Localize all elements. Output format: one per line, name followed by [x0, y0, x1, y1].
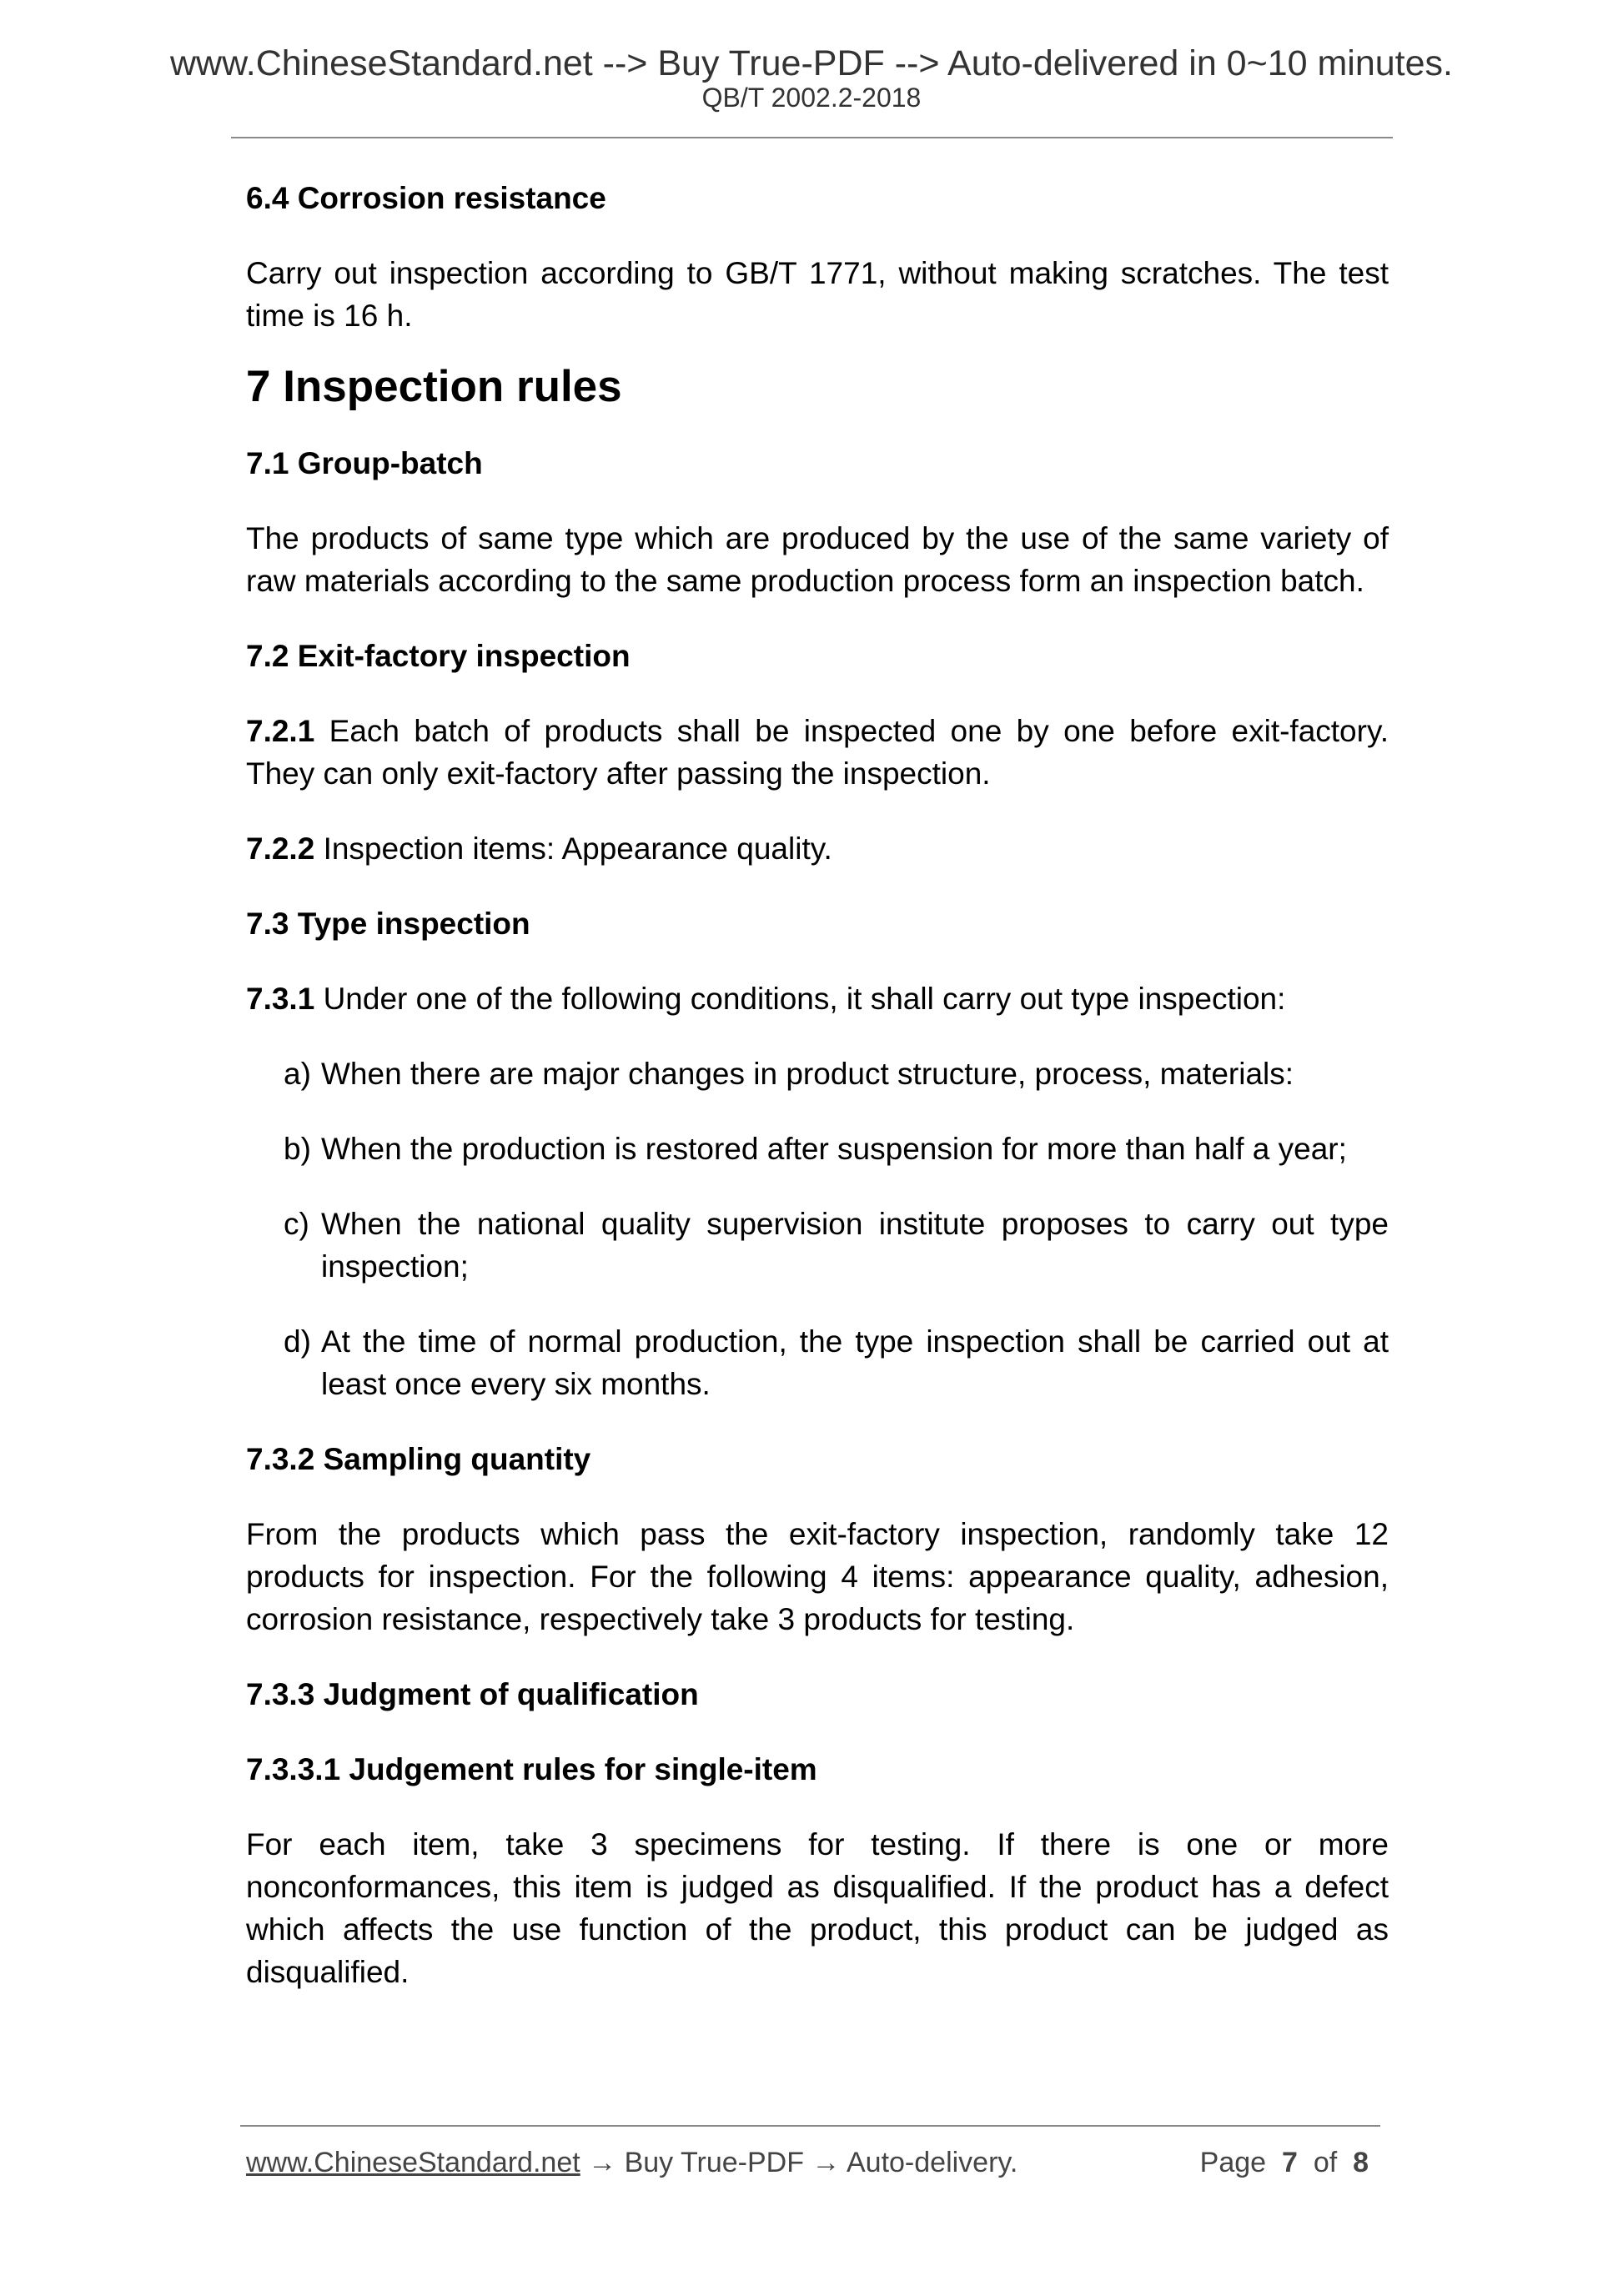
section-7-3-3-1-heading: 7.3.3.1 Judgement rules for single-item	[246, 1752, 817, 1786]
site-banner: www.ChineseStandard.net --> Buy True-PDF --> Auto-delivered in 0~10 minutes.	[169, 43, 1453, 83]
section-7-3-3-heading: 7.3.3 Judgment of qualification	[246, 1677, 699, 1711]
page-indicator	[1200, 2145, 1369, 2180]
list-item-label: d)	[284, 1324, 311, 1359]
section-7-3-3-1-text: For each item, take 3 specimens for testing. If there is one or more nonconformances, this item is judged as disqualified. If the product has a defect which affects the use function of the product, this product can be judged as disqualified.	[246, 1827, 1389, 1989]
footer-promo	[246, 2145, 1018, 2180]
standard-code: QB/T 2002.2-2018	[701, 83, 922, 113]
page-body	[246, 167, 1389, 1993]
header-divider	[231, 137, 1393, 138]
section-7-3-1-number: 7.3.1	[246, 982, 315, 1016]
list-item-text: When there are major changes in product structure, process, materials:	[321, 1057, 1294, 1091]
section-7-2-2-text: Inspection items: Appearance quality.	[314, 831, 832, 866]
list-item-text: At the time of normal production, the type inspection shall be carried out at least once every six months.	[321, 1324, 1389, 1401]
section-7-heading: 7 Inspection rules	[246, 362, 622, 411]
section-7-3-2-text: From the products which pass the exit-factory inspection, randomly take 12 products for inspection. For the following 4 items: appearance quality, adhesion, corrosion resistance, respectively take 3 products for testing.	[246, 1517, 1389, 1636]
section-7-2-1-text: Each batch of products shall be inspected one by one before exit-factory. They can only exit-factory after passing the inspection.	[246, 714, 1389, 791]
section-7-3-1-text: Under one of the following conditions, it shall carry out type inspection:	[314, 982, 1286, 1016]
section-7-2-1	[246, 710, 1389, 795]
page-of: of	[1313, 2147, 1338, 2178]
list-item	[284, 1128, 1389, 1170]
section-7-1-heading: 7.1 Group-batch	[246, 446, 483, 480]
list-item-text: When the production is restored after suspension for more than half a year;	[321, 1132, 1347, 1166]
list-item	[284, 1320, 1389, 1405]
section-7-3-heading: 7.3 Type inspection	[246, 907, 530, 941]
page-label: Page	[1199, 2147, 1267, 2178]
list-item-text: When the national quality supervision institute proposes to carry out type inspection;	[321, 1207, 1389, 1284]
site-link[interactable]: www.ChineseStandard.net	[246, 2147, 580, 2178]
section-7-2-2	[246, 827, 1389, 870]
section-7-2-1-number: 7.2.1	[246, 714, 315, 748]
page-current: 7	[1281, 2147, 1298, 2178]
list-item-label: b)	[284, 1132, 311, 1166]
page-total: 8	[1353, 2147, 1369, 2178]
footer-divider	[240, 2125, 1380, 2127]
list-item-label: a)	[284, 1057, 311, 1091]
list-item	[284, 1053, 1389, 1095]
section-7-1-text: The products of same type which are produced by the use of the same variety of raw materials according to the same production process form an inspection batch.	[246, 521, 1389, 598]
list-item	[284, 1203, 1389, 1288]
section-7-3-1	[246, 977, 1389, 1020]
section-6-4-text: Carry out inspection according to GB/T 1771, without making scratches. The test time is 16 h.	[246, 256, 1389, 333]
section-7-2-heading: 7.2 Exit-factory inspection	[246, 639, 631, 673]
section-6-4-heading: 6.4 Corrosion resistance	[246, 181, 606, 215]
footer-promo-text: → Buy True-PDF → Auto-delivery.	[580, 2147, 1018, 2178]
list-item-label: c)	[284, 1207, 309, 1241]
section-7-2-2-number: 7.2.2	[246, 831, 315, 866]
section-7-3-2-heading: 7.3.2 Sampling quantity	[246, 1442, 591, 1476]
